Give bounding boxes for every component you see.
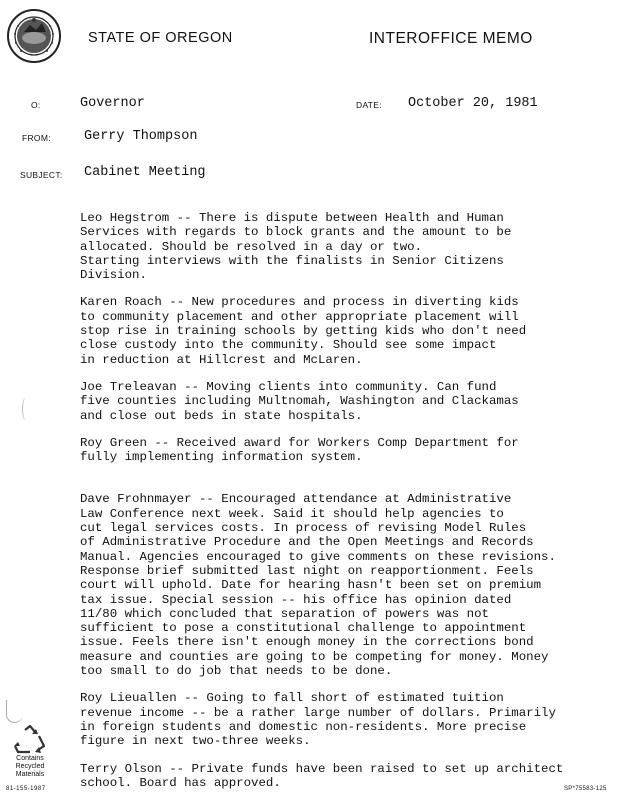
to-value: Governor: [80, 96, 145, 111]
paragraph-frohnmayer: Dave Frohnmayer -- Encouraged attendance at Administrative Law Conference next week. Said it should help agencies to cut legal services costs. In process of revising Model Rules of Administrative Procedure and the Open Meetings and Records Manual. Agencies encouraged to give comments on these revisions. Response brief submitted last night on reapportionment. Feels court will uphold. Date for hearing hasn't been set on premium tax issue. Special session -- his office has opinion dated 11/80 which concluded that separation of powers was not sufficient to pose a constitutional challenge to appointment issue. Feels there isn't enough money in the corrections bond measure and counties are going to be competing for money. Money too small to do job that needs to be done.: [80, 492, 556, 679]
state-seal-icon: [6, 8, 62, 64]
subject-value: Cabinet Meeting: [84, 165, 206, 180]
date-label: DATE:: [356, 100, 382, 110]
memo-type-title: INTEROFFICE MEMO: [369, 30, 533, 47]
subject-label: SUBJECT:: [20, 170, 63, 180]
paragraph-treleavan: Joe Treleavan -- Moving clients into community. Can fund five counties including Multnomah, Washington and Clackamas and close out beds in state hospitals.: [80, 379, 519, 423]
form-number-left: 81-155-1987: [6, 786, 46, 792]
memo-body: [80, 211, 608, 803]
recycle-icon: [12, 724, 48, 756]
paragraph-green: Roy Green -- Received award for Workers Comp Department for fully implementing information system.: [80, 435, 519, 465]
from-label: FROM:: [22, 133, 51, 143]
paragraph-roach: Karen Roach -- New procedures and process in diverting kids to community placement and other appropriate placement will stop rise in training schools by getting kids who don't need close custody into the community. Should see some impact in reduction at Hillcrest and McLaren.: [80, 295, 527, 367]
paragraph-hegstrom: Leo Hegstrom -- There is dispute between Health and Human Services with regards to block grants and the amount to be allocated. Should be resolved in a day or two. Starting interviews with the finalists in Senior Citizens Division.: [80, 211, 512, 283]
scan-mark: [6, 700, 23, 723]
date-value: October 20, 1981: [408, 96, 538, 111]
paragraph-olson: Terry Olson -- Private funds have been raised to set up architect school. Board has approved.: [80, 761, 564, 790]
state-name: STATE OF OREGON: [88, 30, 233, 46]
recycle-notice: Contains Recycled Materials: [15, 755, 45, 778]
from-value: Gerry Thompson: [84, 129, 198, 144]
paragraph-lieuallen: Roy Lieuallen -- Going to fall short of estimated tuition revenue income -- be a rather large number of dollars. Primarily in foreign students and domestic non-residents. More precise figure in next two-three weeks.: [80, 691, 556, 749]
to-label: O:: [31, 100, 41, 110]
form-number-right: SP*75583-125: [564, 786, 607, 792]
scan-mark: [22, 398, 29, 420]
